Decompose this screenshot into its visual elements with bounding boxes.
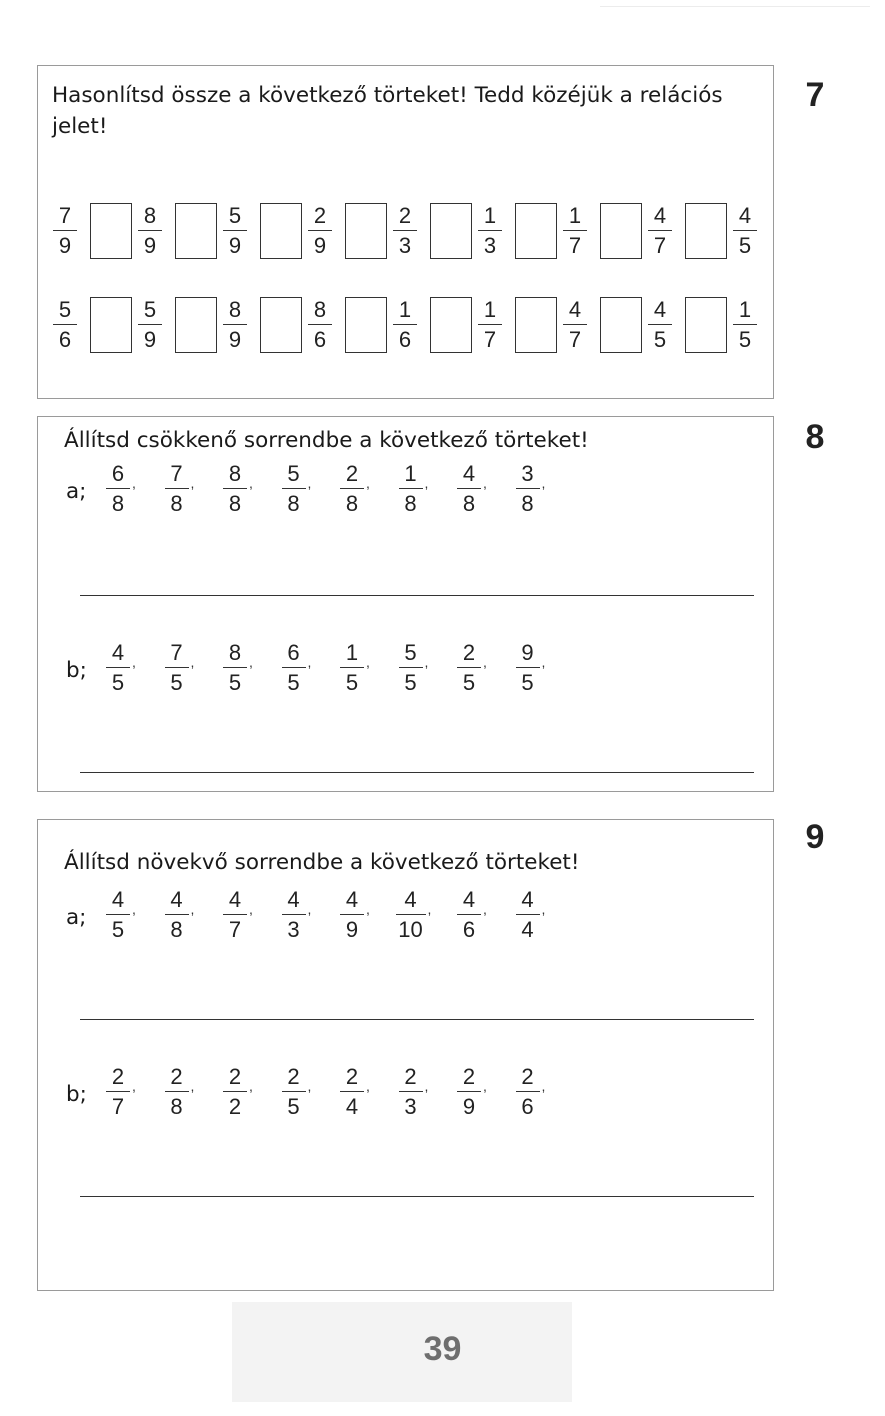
fraction (165, 640, 189, 696)
fraction-numerator: 6 (287, 640, 300, 665)
fraction (53, 203, 77, 259)
fraction-bar (165, 914, 189, 915)
fraction (399, 1064, 423, 1120)
fraction-denominator: 8 (170, 491, 183, 516)
separator-comma: , (190, 654, 195, 670)
fraction (223, 887, 247, 943)
relation-answer-box[interactable] (175, 203, 217, 259)
separator-comma: , (307, 654, 312, 670)
fraction-denominator: 5 (111, 917, 125, 942)
separator-comma: , (366, 475, 370, 491)
fraction (106, 1064, 130, 1120)
fraction (223, 640, 247, 696)
fraction-numerator: 5 (404, 640, 417, 665)
fraction-numerator: 2 (462, 1064, 476, 1089)
separator-comma: , (190, 901, 195, 917)
top-edge-line (600, 6, 870, 7)
fraction-bar (308, 324, 332, 325)
fraction (165, 887, 189, 943)
fraction (138, 297, 162, 353)
fraction (563, 297, 587, 353)
fraction-numerator: 1 (398, 297, 412, 322)
separator-comma: , (427, 901, 432, 917)
fraction (648, 203, 672, 259)
fraction (457, 461, 481, 517)
fraction-bar (106, 914, 130, 915)
relation-answer-box[interactable] (90, 297, 132, 353)
separator-comma: , (132, 901, 136, 917)
separator-comma: , (249, 901, 253, 917)
separator-comma: , (307, 1078, 312, 1094)
fraction (223, 461, 247, 517)
fraction-bar (516, 667, 540, 668)
fraction-numerator: 1 (483, 203, 497, 228)
fraction (478, 203, 502, 259)
fraction-denominator: 7 (483, 327, 497, 352)
fraction (308, 203, 332, 259)
fraction (516, 1064, 540, 1120)
fraction-denominator: 9 (143, 327, 157, 352)
fraction (282, 640, 306, 696)
fraction-denominator: 5 (462, 670, 476, 695)
fraction-numerator: 4 (345, 887, 359, 912)
fraction-numerator: 4 (111, 887, 125, 912)
fraction-denominator: 5 (228, 670, 242, 695)
separator-comma: , (132, 654, 136, 670)
fraction (138, 203, 162, 259)
relation-answer-box[interactable] (175, 297, 217, 353)
fraction (223, 297, 247, 353)
separator-comma: , (249, 654, 253, 670)
fraction-bar (223, 914, 247, 915)
separator-comma: , (366, 654, 370, 670)
exercise-9-number: 9 (805, 818, 825, 856)
fraction-numerator: 5 (228, 203, 242, 228)
fraction-numerator: 1 (345, 640, 359, 665)
row-label-b: b; (66, 658, 87, 683)
fraction (308, 297, 332, 353)
fraction-denominator: 8 (287, 491, 300, 516)
fraction-bar (396, 914, 426, 915)
fraction-bar (393, 230, 417, 231)
fraction-bar (399, 667, 423, 668)
exercise-8-row-a (38, 461, 738, 523)
separator-comma: , (249, 1078, 253, 1094)
row-label-b: b; (66, 1082, 87, 1107)
fraction-bar (53, 324, 77, 325)
fraction-denominator: 7 (228, 917, 242, 942)
separator-comma: , (366, 1078, 370, 1094)
fraction-denominator: 3 (404, 1094, 417, 1119)
fraction-denominator: 5 (738, 233, 752, 258)
fraction-numerator: 5 (143, 297, 157, 322)
fraction-bar (106, 1091, 130, 1092)
fraction (223, 203, 247, 259)
fraction-numerator: 4 (287, 887, 300, 912)
fraction-numerator: 2 (228, 1064, 242, 1089)
fraction (106, 640, 130, 696)
fraction-denominator: 3 (483, 233, 497, 258)
fraction (282, 887, 306, 943)
fraction (457, 887, 481, 943)
fraction-bar (106, 488, 130, 489)
separator-comma: , (132, 1078, 136, 1094)
fraction-denominator: 5 (404, 670, 417, 695)
fraction-numerator: 8 (228, 640, 242, 665)
relation-answer-box[interactable] (345, 297, 387, 353)
fraction-bar (733, 324, 757, 325)
separator-comma: , (483, 901, 487, 917)
fraction-bar (457, 1091, 481, 1092)
relation-answer-box[interactable] (685, 203, 727, 259)
fraction-denominator: 7 (568, 233, 582, 258)
separator-comma: , (132, 475, 136, 491)
fraction-bar (282, 1091, 306, 1092)
separator-comma: , (541, 1078, 546, 1094)
separator-comma: , (249, 475, 253, 491)
fraction-numerator: 2 (345, 461, 359, 486)
fraction-denominator: 7 (568, 327, 582, 352)
fraction-bar (340, 488, 364, 489)
fraction-denominator: 9 (143, 233, 157, 258)
fraction-numerator: 2 (111, 1064, 125, 1089)
separator-comma: , (541, 901, 546, 917)
fraction-denominator: 8 (111, 491, 125, 516)
fraction-numerator: 8 (313, 297, 327, 322)
fraction-denominator: 8 (462, 491, 476, 516)
fraction-numerator: 8 (143, 203, 157, 228)
fraction-bar (478, 230, 502, 231)
fraction-numerator: 6 (111, 461, 125, 486)
fraction-bar (282, 488, 306, 489)
fraction-bar (393, 324, 417, 325)
fraction-denominator: 5 (653, 327, 667, 352)
separator-comma: , (541, 475, 546, 491)
fraction-bar (733, 230, 757, 231)
row-label-a: a; (66, 905, 87, 930)
fraction-denominator: 3 (398, 233, 412, 258)
fraction-bar (282, 914, 306, 915)
answer-line-b[interactable] (80, 1196, 754, 1197)
fraction-denominator: 5 (521, 670, 534, 695)
fraction (282, 1064, 306, 1120)
fraction-bar (457, 914, 481, 915)
fraction-numerator: 7 (170, 461, 183, 486)
fraction (340, 461, 364, 517)
fraction-denominator: 8 (404, 491, 417, 516)
fraction-bar (223, 1091, 247, 1092)
fraction (53, 297, 77, 353)
separator-comma: , (424, 1078, 429, 1094)
fraction (516, 887, 540, 943)
fraction-bar (165, 1091, 189, 1092)
fraction-denominator: 5 (287, 670, 300, 695)
fraction-numerator: 4 (653, 203, 667, 228)
exercise-8-panel (37, 416, 774, 792)
exercise-9-instruction: Állítsd növekvő sorrendbe a következő törteket! (64, 850, 580, 875)
fraction-bar (563, 230, 587, 231)
fraction-bar (478, 324, 502, 325)
answer-line-a[interactable] (80, 1019, 754, 1020)
fraction-bar (223, 230, 247, 231)
fraction-denominator: 9 (313, 233, 327, 258)
fraction-denominator: 5 (345, 670, 359, 695)
fraction-numerator: 8 (228, 297, 242, 322)
exercise-7-instruction: Hasonlítsd össze a következő törteket! Tedd közéjük a relációs jelet! (52, 83, 723, 139)
fraction-denominator: 8 (345, 491, 359, 516)
fraction-denominator: 10 (398, 917, 423, 942)
fraction-numerator: 4 (568, 297, 582, 322)
fraction-bar (308, 230, 332, 231)
fraction-bar (648, 324, 672, 325)
fraction-denominator: 6 (521, 1094, 534, 1119)
fraction (457, 640, 481, 696)
fraction-denominator: 5 (170, 670, 183, 695)
exercise-8-number: 8 (805, 418, 825, 456)
relation-answer-box[interactable] (515, 203, 557, 259)
separator-comma: , (366, 901, 370, 917)
separator-comma: , (424, 654, 429, 670)
exercise-8-row-b (38, 640, 738, 702)
fraction (106, 461, 130, 517)
exercise-7-panel (37, 65, 774, 399)
separator-comma: , (190, 1078, 195, 1094)
fraction-bar (282, 667, 306, 668)
relation-answer-box[interactable] (430, 203, 472, 259)
page-number: 39 (423, 1330, 462, 1368)
exercise-9-row-a (38, 887, 738, 949)
fraction-denominator: 6 (313, 327, 327, 352)
fraction-denominator: 6 (462, 917, 476, 942)
exercise-8-instruction: Állítsd csökkenő sorrendbe a következő törteket! (64, 428, 589, 453)
comparison-row-1 (53, 203, 765, 263)
fraction-denominator: 8 (228, 491, 242, 516)
fraction-denominator: 9 (345, 917, 359, 942)
fraction-denominator: 9 (228, 327, 242, 352)
fraction-bar (138, 230, 162, 231)
fraction-denominator: 2 (228, 1094, 242, 1119)
fraction-numerator: 4 (462, 461, 476, 486)
relation-answer-box[interactable] (260, 297, 302, 353)
fraction (478, 297, 502, 353)
fraction-bar (340, 914, 364, 915)
fraction-numerator: 4 (170, 887, 183, 912)
relation-answer-box[interactable] (600, 203, 642, 259)
fraction-bar (457, 667, 481, 668)
relation-answer-box[interactable] (260, 203, 302, 259)
fraction-bar (516, 1091, 540, 1092)
fraction (340, 887, 364, 943)
fraction-bar (53, 230, 77, 231)
fraction-bar (399, 488, 423, 489)
fraction (393, 203, 417, 259)
fraction-numerator: 5 (58, 297, 72, 322)
fraction (165, 461, 189, 517)
fraction-numerator: 2 (313, 203, 327, 228)
fraction (165, 1064, 189, 1120)
fraction-denominator: 4 (345, 1094, 359, 1119)
fraction-numerator: 1 (483, 297, 497, 322)
fraction (457, 1064, 481, 1120)
fraction-denominator: 3 (287, 917, 300, 942)
fraction-numerator: 3 (521, 461, 534, 486)
fraction (516, 640, 540, 696)
fraction-numerator: 7 (170, 640, 183, 665)
relation-answer-box[interactable] (430, 297, 472, 353)
fraction-numerator: 9 (521, 640, 534, 665)
fraction (393, 297, 417, 353)
fraction (106, 887, 130, 943)
fraction-denominator: 7 (653, 233, 667, 258)
fraction-numerator: 2 (345, 1064, 359, 1089)
fraction-bar (516, 914, 540, 915)
fraction-bar (223, 488, 247, 489)
fraction-denominator: 5 (738, 327, 752, 352)
separator-comma: , (483, 654, 487, 670)
fraction (733, 203, 757, 259)
fraction-bar (457, 488, 481, 489)
fraction (563, 203, 587, 259)
fraction-bar (340, 667, 364, 668)
separator-comma: , (483, 475, 487, 491)
fraction-numerator: 2 (462, 640, 476, 665)
fraction-numerator: 2 (521, 1064, 534, 1089)
fraction-denominator: 8 (521, 491, 534, 516)
exercise-9-panel (37, 819, 774, 1291)
fraction-bar (223, 324, 247, 325)
fraction-numerator: 2 (398, 203, 412, 228)
separator-comma: , (307, 901, 312, 917)
fraction-denominator: 9 (58, 233, 72, 258)
fraction-numerator: 5 (287, 461, 300, 486)
fraction-denominator: 8 (170, 917, 183, 942)
separator-comma: , (483, 1078, 487, 1094)
fraction-numerator: 4 (228, 887, 242, 912)
row-label-a: a; (66, 479, 87, 504)
fraction (223, 1064, 247, 1120)
fraction-denominator: 9 (462, 1094, 476, 1119)
fraction-denominator: 6 (58, 327, 72, 352)
fraction-denominator: 9 (228, 233, 242, 258)
fraction-numerator: 4 (462, 887, 476, 912)
fraction-numerator: 4 (111, 640, 125, 665)
fraction (282, 461, 306, 517)
separator-comma: , (190, 475, 195, 491)
fraction-bar (165, 667, 189, 668)
relation-answer-box[interactable] (90, 203, 132, 259)
fraction-bar (138, 324, 162, 325)
relation-answer-box[interactable] (600, 297, 642, 353)
relation-answer-box[interactable] (515, 297, 557, 353)
exercise-7-number: 7 (805, 76, 825, 114)
fraction (340, 1064, 364, 1120)
fraction (399, 461, 423, 517)
fraction-numerator: 2 (170, 1064, 183, 1089)
fraction (648, 297, 672, 353)
fraction-denominator: 7 (111, 1094, 125, 1119)
fraction-bar (516, 488, 540, 489)
exercise-9-row-b (38, 1064, 738, 1126)
fraction-denominator: 4 (521, 917, 534, 942)
separator-comma: , (307, 475, 312, 491)
fraction (340, 640, 364, 696)
fraction-bar (563, 324, 587, 325)
fraction-numerator: 4 (404, 887, 417, 912)
relation-answer-box[interactable] (345, 203, 387, 259)
fraction (733, 297, 757, 353)
fraction-denominator: 8 (170, 1094, 183, 1119)
fraction-bar (648, 230, 672, 231)
answer-line-b[interactable] (80, 772, 754, 773)
fraction-bar (165, 488, 189, 489)
fraction-numerator: 2 (287, 1064, 300, 1089)
fraction (516, 461, 540, 517)
fraction-numerator: 2 (404, 1064, 417, 1089)
fraction (396, 887, 426, 943)
fraction-bar (106, 667, 130, 668)
fraction-numerator: 1 (738, 297, 752, 322)
fraction-numerator: 1 (404, 461, 417, 486)
fraction-numerator: 4 (521, 887, 534, 912)
fraction-numerator: 4 (653, 297, 667, 322)
fraction-denominator: 5 (287, 1094, 300, 1119)
fraction-numerator: 8 (228, 461, 242, 486)
fraction (399, 640, 423, 696)
fraction-denominator: 6 (398, 327, 412, 352)
fraction-bar (340, 1091, 364, 1092)
answer-line-a[interactable] (80, 595, 754, 596)
fraction-numerator: 7 (58, 203, 72, 228)
fraction-bar (399, 1091, 423, 1092)
separator-comma: , (424, 475, 429, 491)
fraction-numerator: 4 (738, 203, 752, 228)
fraction-denominator: 5 (111, 670, 125, 695)
fraction-bar (223, 667, 247, 668)
separator-comma: , (541, 654, 546, 670)
fraction-numerator: 1 (568, 203, 582, 228)
comparison-row-2 (53, 297, 765, 357)
relation-answer-box[interactable] (685, 297, 727, 353)
